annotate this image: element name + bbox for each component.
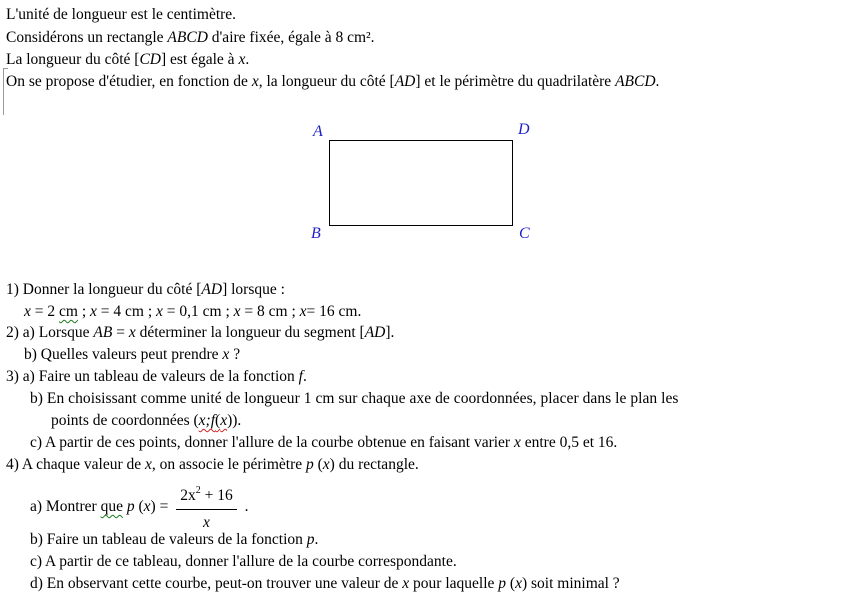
vertex-label-c: C bbox=[519, 225, 530, 242]
question-2b: b) Quelles valeurs peut prendre x ? bbox=[24, 346, 241, 363]
question-3b-line-2: points de coordonnées (x;f(x)). bbox=[51, 412, 242, 429]
question-4b: b) Faire un tableau de valeurs de la fonction p. bbox=[30, 531, 319, 548]
fraction-numerator: $2x^2 + 16$ bbox=[176, 480, 237, 510]
fraction-denominator: x bbox=[203, 514, 210, 531]
vertex-label-a: A bbox=[313, 123, 323, 140]
question-1: 1) Donner la longueur du côté [AD] lorsque : bbox=[6, 281, 285, 298]
question-4: 4) A chaque valeur de x, on associe le périmètre p (x) du rectangle. bbox=[6, 456, 419, 473]
question-3c: c) A partir de ces points, donner l'allure de la courbe obtenue en faisant varier x entre 0,5 et 16. bbox=[30, 434, 618, 451]
intro-line-1: L'unité de longueur est le centimètre. bbox=[6, 6, 237, 23]
question-4a: a) Montrer que p (x) = $\frac{2x^2 + 16}{x}$ . bbox=[30, 480, 248, 526]
question-3a: 3) a) Faire un tableau de valeurs de la fonction f. bbox=[6, 368, 307, 385]
vertex-label-d: D bbox=[518, 121, 530, 138]
intro-line-2: Considérons un rectangle ABCD d'aire fixée, égale à 8 cm². bbox=[6, 29, 375, 46]
question-4d: d) En observant cette courbe, peut-on trouver une valeur de x pour laquelle p (x) soit minimal ? bbox=[30, 575, 620, 592]
question-1-values: x = 2 cm ; x = 4 cm ; x = 0,1 cm ; x = 8 cm ; x= 16 cm. bbox=[24, 303, 362, 320]
rectangle-abcd bbox=[329, 140, 513, 226]
question-2a: 2) a) Lorsque AB = x déterminer la longueur du segment [AD]. bbox=[6, 324, 395, 341]
intro-line-3: La longueur du côté [CD] est égale à x. bbox=[6, 51, 250, 68]
intro-line-4: On se propose d'étudier, en fonction de x, la longueur du côté [AD] et le périmètre du quadrilatère ABCD. bbox=[6, 73, 660, 90]
perimeter-formula-lhs: p (x) = bbox=[126, 498, 173, 515]
question-4c: c) A partir de ce tableau, donner l'allure de la courbe correspondante. bbox=[30, 553, 457, 570]
question-3b-line-1: b) En choisissant comme unité de longueur 1 cm sur chaque axe de coordonnées, placer dans le plan les bbox=[30, 390, 679, 407]
rectangle-figure bbox=[300, 118, 550, 248]
vertex-label-b: B bbox=[311, 225, 321, 242]
perimeter-formula-fraction bbox=[176, 480, 237, 534]
